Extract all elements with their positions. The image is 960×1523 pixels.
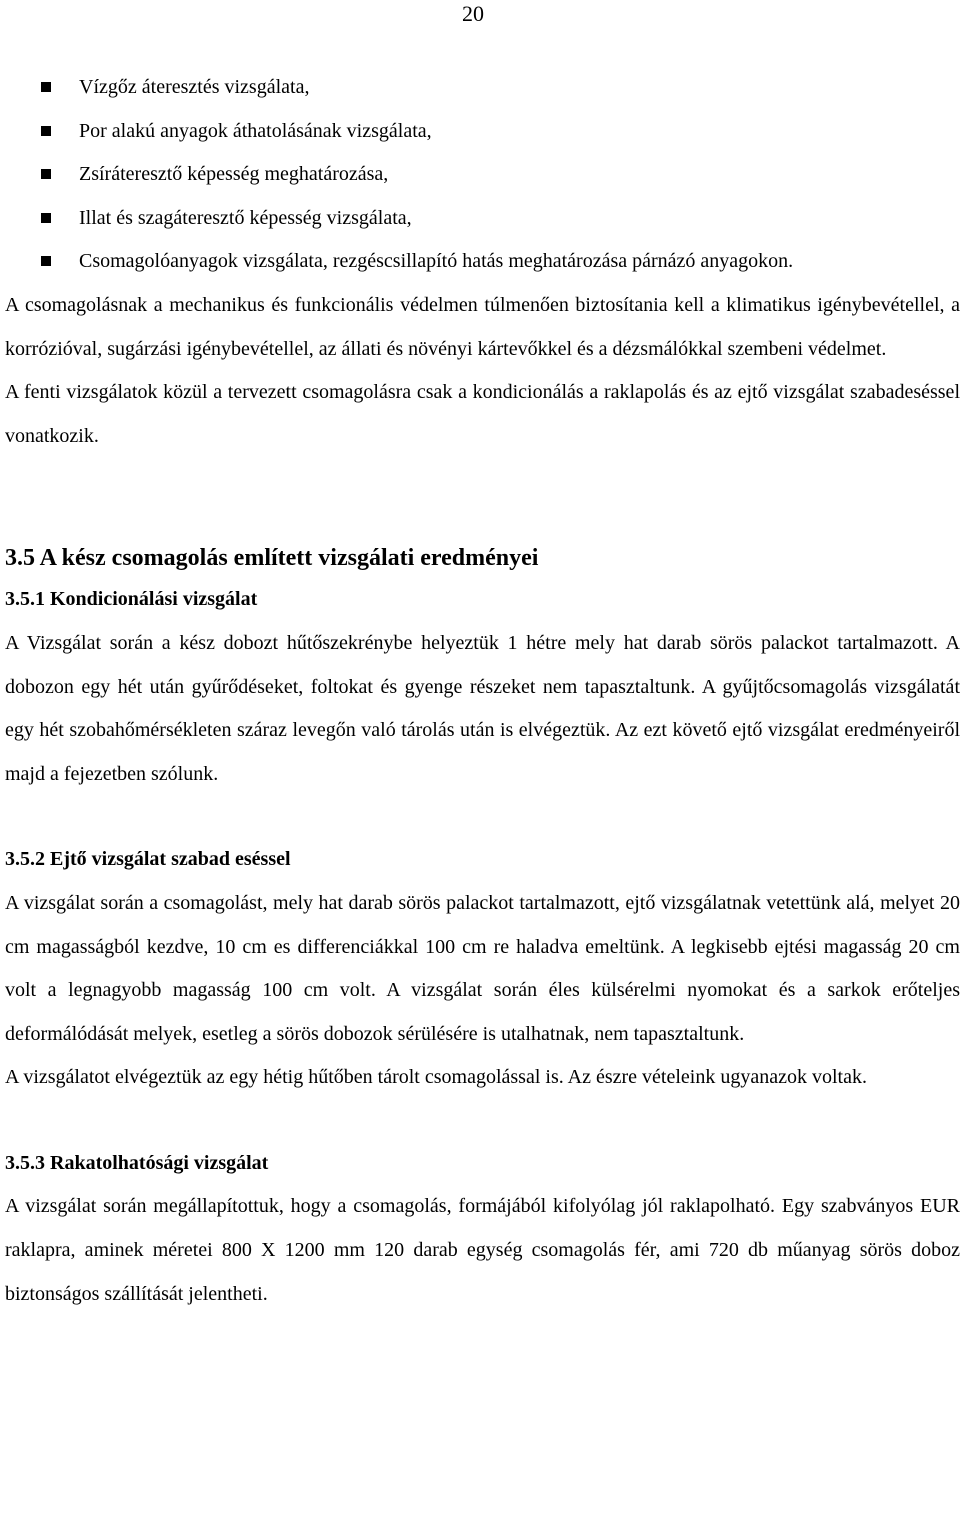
- intro-paragraph: A fenti vizsgálatok közül a tervezett csomagolásra csak a kondicionálás a raklapolás és az ejtő vizsgálat szabadeséssel vonatkozik.: [5, 381, 960, 447]
- subsection-heading: 3.5.2 Ejtő vizsgálat szabad eséssel: [5, 848, 291, 871]
- body-paragraph: A vizsgálat során megállapítottuk, hogy a csomagolás, formájából kifolyólag jól raklapolható. Egy szabványos EUR raklapra, aminek méretei 800 X 1200 mm 120 darab egység csomagolás fér, ami 720 db műanyag sörös doboz biztonságos szállítását jelentheti.: [5, 1195, 960, 1305]
- bullet-item: Zsíráteresztő képesség meghatározása,: [5, 153, 960, 197]
- body-paragraph: A vizsgálatot elvégeztük az egy hétig hűtőben tárolt csomagolással is. Az észre vételeink ugyanazok voltak.: [5, 1066, 867, 1089]
- intro-paragraph: A csomagolásnak a mechanikus és funkcionális védelmen túlmenően biztosítania kell a klimatikus igénybevétellel, a korrózióval, sugárzási igénybevétellel, az állati és növényi kártevőkkel és a dézsmálókkal szembeni védelmet.: [5, 293, 960, 360]
- bullet-list: [5, 66, 960, 284]
- bullet-item: Csomagolóanyagok vizsgálata, rezgéscsillapító hatás meghatározása párnázó anyagokon.: [5, 240, 960, 284]
- square-bullet-icon: [41, 82, 51, 92]
- body-paragraph: A Vizsgálat során a kész dobozt hűtőszekrénybe helyeztük 1 hétre mely hat darab sörös palackot tartalmazott. A dobozon egy hét után gyűrődéseket, foltokat és gyenge részeket nem tapasztaltunk. A gyűjtőcsomagolás vizsgálatát egy hét szobahőmérsékleten száraz levegőn való tárolás után is elvégeztük. Az ezt követő ejtő vizsgálat eredményeiről majd a fejezetben szólunk.: [5, 631, 960, 785]
- page-content: [5, 66, 960, 1316]
- spacer: [5, 458, 960, 538]
- bullet-item: Por alakú anyagok áthatolásának vizsgálata,: [5, 110, 960, 154]
- page-number: 20: [462, 1, 484, 26]
- spacer: [5, 1100, 960, 1142]
- bullet-item: Vízgőz áteresztés vizsgálata,: [5, 66, 960, 110]
- subsection-heading: 3.5.3 Rakatolhatósági vizsgálat: [5, 1151, 269, 1174]
- spacer: [5, 796, 960, 838]
- square-bullet-icon: [41, 169, 51, 179]
- square-bullet-icon: [41, 256, 51, 266]
- square-bullet-icon: [41, 213, 51, 223]
- section-heading: 3.5 A kész csomagolás említett vizsgálati eredményei: [5, 545, 539, 572]
- subsection-heading: 3.5.1 Kondicionálási vizsgálat: [5, 588, 258, 611]
- body-paragraph: A vizsgálat során a csomagolást, mely hat darab sörös palackot tartalmazott, ejtő vizsgálatnak vetettünk alá, melyet 20 cm magasságból kezdve, 10 cm es differenciákkal 100 cm re haladva emeltünk. A legkisebb ejtési magasság 20 cm volt a legnagyobb magasság 100 cm volt. A vizsgálat során éles külsérelmi nyomokat és a sarkok erőteljes deformálódását melyek, esetleg a sörös dobozok sérülésére is utalhatnak, nem tapasztaltunk.: [5, 891, 960, 1045]
- square-bullet-icon: [41, 126, 51, 136]
- bullet-item: Illat és szagáteresztő képesség vizsgálata,: [5, 197, 960, 241]
